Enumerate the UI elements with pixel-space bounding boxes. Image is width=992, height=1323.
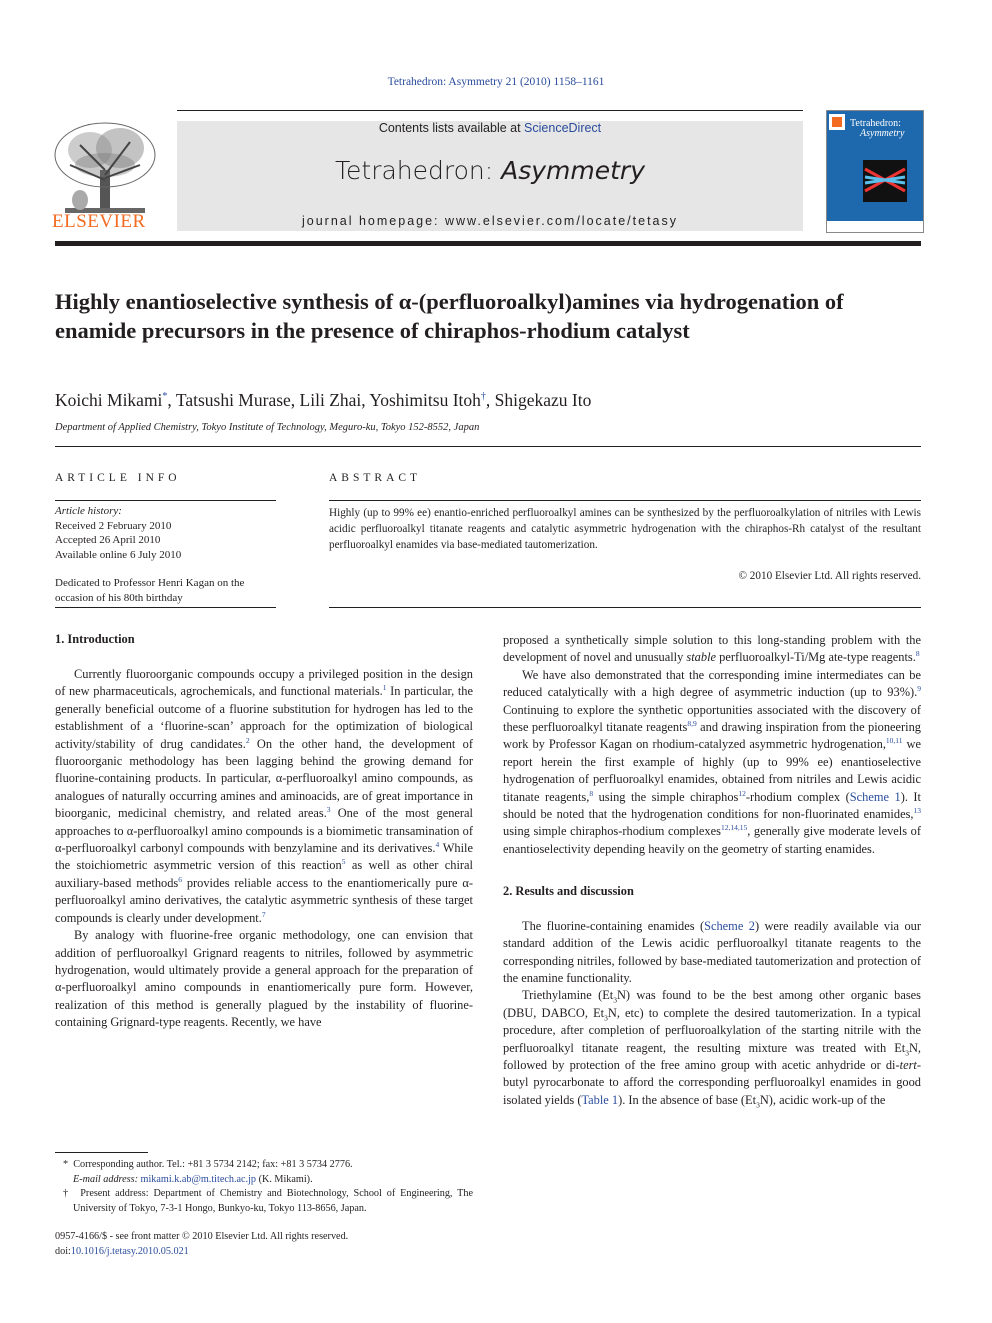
scheme-2-link[interactable]: Scheme 2: [704, 918, 755, 933]
abstract-rule: [329, 500, 921, 501]
footnote-present-address: † Present address: Department of Chemistry and Biotechnology, School of Engineering, The University of Tokyo, 7-3-1 Hongo, Bunkyo-ku, Tokyo 113-8656, Japan.: [63, 1188, 474, 1214]
authors-3[interactable]: , Shigekazu Ito: [485, 390, 592, 410]
ref-9[interactable]: 9: [917, 684, 921, 694]
cover-title-line1: Tetrahedron:: [850, 118, 901, 129]
abstract-heading: ABSTRACT: [329, 472, 422, 484]
intro-paragraph-3: proposed a synthetically simple solution to this long-standing problem with the development of novel and unusually stable perfluoroalkyl-Ti/Mg ate-type reagents.$^8$: [503, 633, 921, 665]
journal-cover-thumbnail: [826, 110, 924, 233]
intro-paragraph-4: We have also demonstrated that the corresponding imine intermediates can be reduced catalytically with a high degree of asymmetric induction (up to 93%).$^9$ Continuing to explore the synthetic opportunities associated with the discovery of these perfluoroalkyl titanate reagents$^{8,9}$ and drawing inspiration from the pioneering work by Professor Kagan on rhodium-catalyzed asymmetric hydrogenation,$^{10,11}$ we report herein the first example of highly (up to 99% ee) enantioselective hydrogenation of perfluoroalkyl enamides, obtained from nitriles and Lewis acidic titanate reagents,$^8$ using the simple chiraphos$^{12}$-rhodium complex (Scheme 1). It should be noted that the hydrogenation conditions for non-fluorinated enamides,$^{13}$ using simple chiraphos-rhodium complexes$^{12,14,15}$, generally give moderate levels of enantioselectivity depending heavily on the geometry of starting enamides.: [503, 667, 922, 856]
history-label: Article history:: [55, 505, 122, 517]
contents-prefix: Contents lists available at: [378, 121, 525, 135]
author-list: [55, 390, 921, 411]
front-matter: [55, 1230, 485, 1259]
affiliation-rule: [55, 446, 921, 447]
intro-heading: 1. Introduction: [55, 632, 135, 646]
intro-paragraph-2: By analogy with fluorine-free organic methodology, one can envision that addition of perfluoroalkyl Grignard reagents to nitriles, followed by asymmetric hydrogenation, would ultimately provide a general approach for the preparation of α-perfluoroalkyl amino compounds in enantiomerically pure form. However, realization of this method is generally plagued by the instability of fluorine-containing Grignard-type reagents. Recently, we have: [55, 928, 473, 1030]
ref-1[interactable]: 1: [382, 683, 387, 693]
journal-citation[interactable]: Tetrahedron: Asymmetry 21 (2010) 1158–1161: [387, 76, 605, 88]
online-date: Available online 6 July 2010: [55, 548, 182, 561]
header-top-rule: [177, 110, 803, 111]
ref-10-11[interactable]: 10,11: [885, 736, 903, 746]
journal-title: [177, 156, 803, 185]
authors-2[interactable]: , Tatsushi Murase, Lili Zhai, Yoshimitsu Itoh: [167, 390, 481, 410]
ref-8-9[interactable]: 8,9: [687, 718, 697, 728]
ref-6[interactable]: 6: [178, 874, 182, 884]
article-info-bottom-rule: [55, 607, 276, 608]
cover-title-line2: Asymmetry: [860, 128, 905, 139]
footnote-email: E-mail address: mikami.k.ab@m.titech.ac.jp (K. Mikami).: [73, 1173, 313, 1185]
ref-5[interactable]: 5: [341, 857, 346, 867]
footnote-corresponding: * Corresponding author. Tel.: +81 3 5734 2142; fax: +81 3 5734 2776.: [63, 1159, 353, 1170]
sciencedirect-link[interactable]: ScienceDirect: [524, 121, 602, 135]
author-mark-dagger[interactable]: †: [480, 391, 486, 403]
article-title: Highly enantioselective synthesis of α-(perfluoroalkyl)amines via hydrogenation of enamide precursors in the presence of chiraphos-rhodium catalyst: [55, 289, 844, 343]
ref-3[interactable]: 3: [326, 805, 331, 815]
abstract-bottom-rule: [329, 607, 921, 608]
elsevier-wordmark: ELSEVIER: [52, 211, 146, 232]
issn-line: 0957-4166/$ - see front matter © 2010 Elsevier Ltd. All rights reserved.: [55, 1231, 349, 1242]
abstract-text: Highly (up to 99% ee) enantio-enriched perfluoroalkyl amines can be synthesized by the perfluoroalkylation of nitriles with Lewis acidic perfluoroalkyl titanate reagents and catalytic asymmetric hydrogenation with the chiraphos-Rh catalyst of the resultant perfluoroalkyl enamides via base-mediated tautomerization.: [329, 507, 921, 551]
left-column: [55, 666, 473, 1032]
article-info-heading: ARTICLE INFO: [55, 472, 181, 484]
results-heading: 2. Results and discussion: [503, 884, 634, 899]
ref-8b[interactable]: 8: [589, 788, 594, 798]
doi-link[interactable]: 10.1016/j.tetasy.2010.05.021: [70, 1245, 189, 1257]
ref-7[interactable]: 7: [261, 909, 266, 919]
contents-line: [177, 121, 803, 135]
footnote-rule: [55, 1152, 148, 1153]
dedication: Dedicated to Professor Henri Kagan on the occasion of his 80th birthday: [55, 577, 245, 604]
article-info-rule: [55, 500, 276, 501]
ref-13[interactable]: 13: [913, 805, 921, 815]
table-1-link[interactable]: Table 1: [581, 1092, 619, 1107]
abstract-copyright: © 2010 Elsevier Ltd. All rights reserved.: [738, 570, 921, 582]
ref-8[interactable]: 8: [915, 649, 920, 659]
author-1[interactable]: Koichi Mikami: [55, 390, 163, 410]
footnotes: [55, 1158, 473, 1216]
author-1-mark[interactable]: *: [162, 391, 168, 403]
cover-title: [850, 119, 904, 139]
ref-12[interactable]: 12: [738, 788, 746, 798]
results-paragraph-1: The fluorine-containing enamides (Scheme 2) were readily available via our standard addition of the Lewis acidic perfluoroalkyl titanate reagents to the corresponding nitriles, followed by base-mediated tautomerization and protection of the enamine functionality.: [503, 918, 921, 985]
intro-paragraph-1: Currently fluoroorganic compounds occupy a privileged position in the design of new pharmaceuticals, agrochemicals, and functional materials.$^1$ In particular, the generally beneficial outcome of a fluorine substitution for hydrogen has led to the establishment of a ‘fluorine-scan’ approach for the optimization of biological activity/stability of drug candidates.$^2$ On the other hand, the development of fluoroorganic methodology has been lagging behind the growing demand for fluorine-containing products. In particular, α-perfluoroalkyl amino compounds, as analogues of naturally occurring amines and aminoacids, are of great importance in bioorganic, medicinal chemistry, and related areas.$^3$ One of the most general approaches to α-perfluoroalkyl amino compounds is a biomimetic transamination of α-perfluoroalkyl carbonyl compounds with benzylamine and its derivatives.$^4$ While the stoichiometric asymmetric version of this reaction$^5$ as well as other chiral auxiliary-based methods$^6$ provides reliable access to the enantiomerically pure α-perfluoroalkyl amino derivatives, the catalytic asymmetric synthesis of these target compounds is clearly under development.$^7$: [55, 667, 473, 925]
header-thick-rule: [55, 241, 921, 246]
email-link[interactable]: mikami.k.ab@m.titech.ac.jp: [140, 1173, 257, 1185]
right-column: [503, 632, 921, 1109]
ref-2[interactable]: 2: [245, 735, 250, 745]
accepted-date: Accepted 26 April 2010: [55, 534, 161, 546]
doi-line: doi:10.1016/j.tetasy.2010.05.021: [55, 1245, 189, 1257]
results-paragraph-2: Triethylamine $(Et_3N)$ was found to be the best among other organic bases (DBU, DABCO, $Et_3N$, etc) to complete the desired tautomerization. In a typical procedure, after completion of perfluoroalkylation of the starting nitrile with the perfluoroalkyl titanate reagent, the resulting mixture was treated with $Et_3N$, followed by protection of the free amino group with acetic anhydride or di-tert-butyl pyrocarbonate to afford the corresponding perfluoroalkyl enamides in good isolated yields (Table 1). In the absence of base $(Et_3N)$, acidic work-up of the: [503, 988, 921, 1110]
received-date: Received 2 February 2010: [55, 519, 172, 532]
journal-title-italic: Asymmetry: [501, 156, 646, 185]
ref-12-14-15[interactable]: 12,14,15: [720, 823, 748, 833]
article-history: [55, 504, 276, 562]
journal-title-plain: Tetrahedron:: [334, 156, 502, 185]
affiliation: Department of Applied Chemistry, Tokyo Institute of Technology, Meguro-ku, Tokyo 152-8552, Japan: [55, 422, 480, 433]
scheme-1-link[interactable]: Scheme 1: [849, 789, 901, 804]
journal-homepage[interactable]: journal homepage: www.elsevier.com/locate/tetasy: [301, 214, 678, 228]
ref-4[interactable]: 4: [435, 839, 440, 849]
